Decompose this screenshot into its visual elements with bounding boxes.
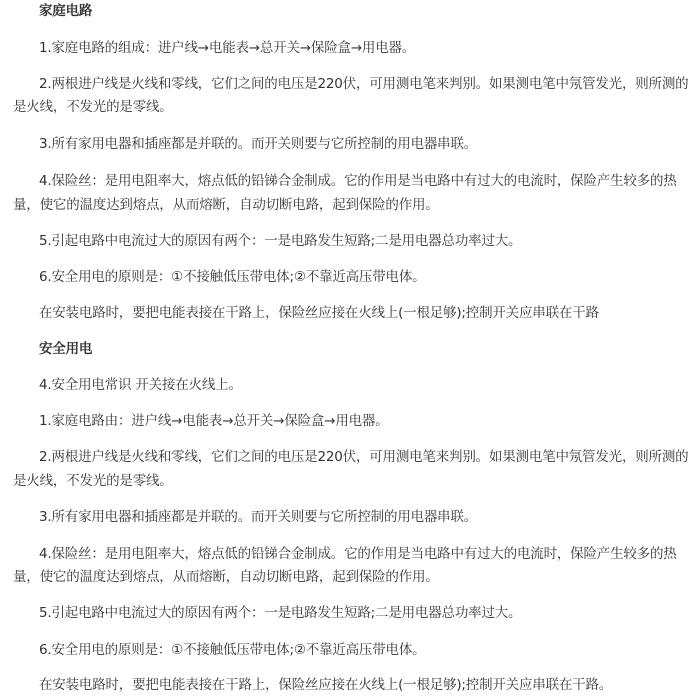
paragraph-line: 4.保险丝：是用电阻率大，熔点低的铅锑合金制成。它的作用是当电路中有过大的电流时，保险产生较多的热: [39, 173, 677, 189]
paragraph-line: 4.安全用电常识 开关接在火线上。: [39, 377, 242, 393]
paragraph-line: 量，使它的温度达到熔点，从而熔断，自动切断电路，起到保险的作用。: [13, 197, 439, 213]
section-heading: 家庭电路: [39, 3, 93, 19]
paragraph-line: 1.家庭电路由：进户线→电能表→总开关→保险盒→用电器。: [39, 413, 389, 429]
paragraph-line: 量，使它的温度达到熔点，从而熔断，自动切断电路，起到保险的作用。: [13, 569, 439, 585]
paragraph-line: 6.安全用电的原则是：①不接触低压带电体;②不靠近高压带电体。: [39, 269, 426, 285]
paragraph-line: 在安装电路时，要把电能表接在干路上，保险丝应接在火线上(一根足够);控制开关应串联在干路。: [39, 677, 613, 693]
paragraph-line: 2.两根进户线是火线和零线，它们之间的电压是220伏，可用测电笔来判别。如果测电笔中氖管发光，则所测的: [39, 449, 689, 465]
paragraph-line: 2.两根进户线是火线和零线，它们之间的电压是220伏，可用测电笔来判别。如果测电笔中氖管发光，则所测的: [39, 76, 689, 92]
paragraph-line: 3.所有家用电器和插座都是并联的。而开关则要与它所控制的用电器串联。: [39, 509, 478, 525]
paragraph-line: 3.所有家用电器和插座都是并联的。而开关则要与它所控制的用电器串联。: [39, 136, 478, 152]
paragraph-line: 5.引起电路中电流过大的原因有两个：一是电路发生短路;二是用电器总功率过大。: [39, 233, 522, 249]
paragraph-line: 是火线，不发光的是零线。: [13, 473, 173, 489]
paragraph-line: 5.引起电路中电流过大的原因有两个：一是电路发生短路;二是用电器总功率过大。: [39, 605, 522, 621]
paragraph-line: 6.安全用电的原则是：①不接触低压带电体;②不靠近高压带电体。: [39, 642, 426, 658]
paragraph-line: 在安装电路时，要把电能表接在干路上，保险丝应接在火线上(一根足够);控制开关应串联在干路: [39, 305, 599, 321]
section-heading: 安全用电: [39, 341, 93, 357]
paragraph-line: 1.家庭电路的组成：进户线→电能表→总开关→保险盒→用电器。: [39, 40, 416, 56]
paragraph-line: 是火线，不发光的是零线。: [13, 99, 173, 115]
paragraph-line: 4.保险丝：是用电阻率大，熔点低的铅锑合金制成。它的作用是当电路中有过大的电流时，保险产生较多的热: [39, 546, 677, 562]
